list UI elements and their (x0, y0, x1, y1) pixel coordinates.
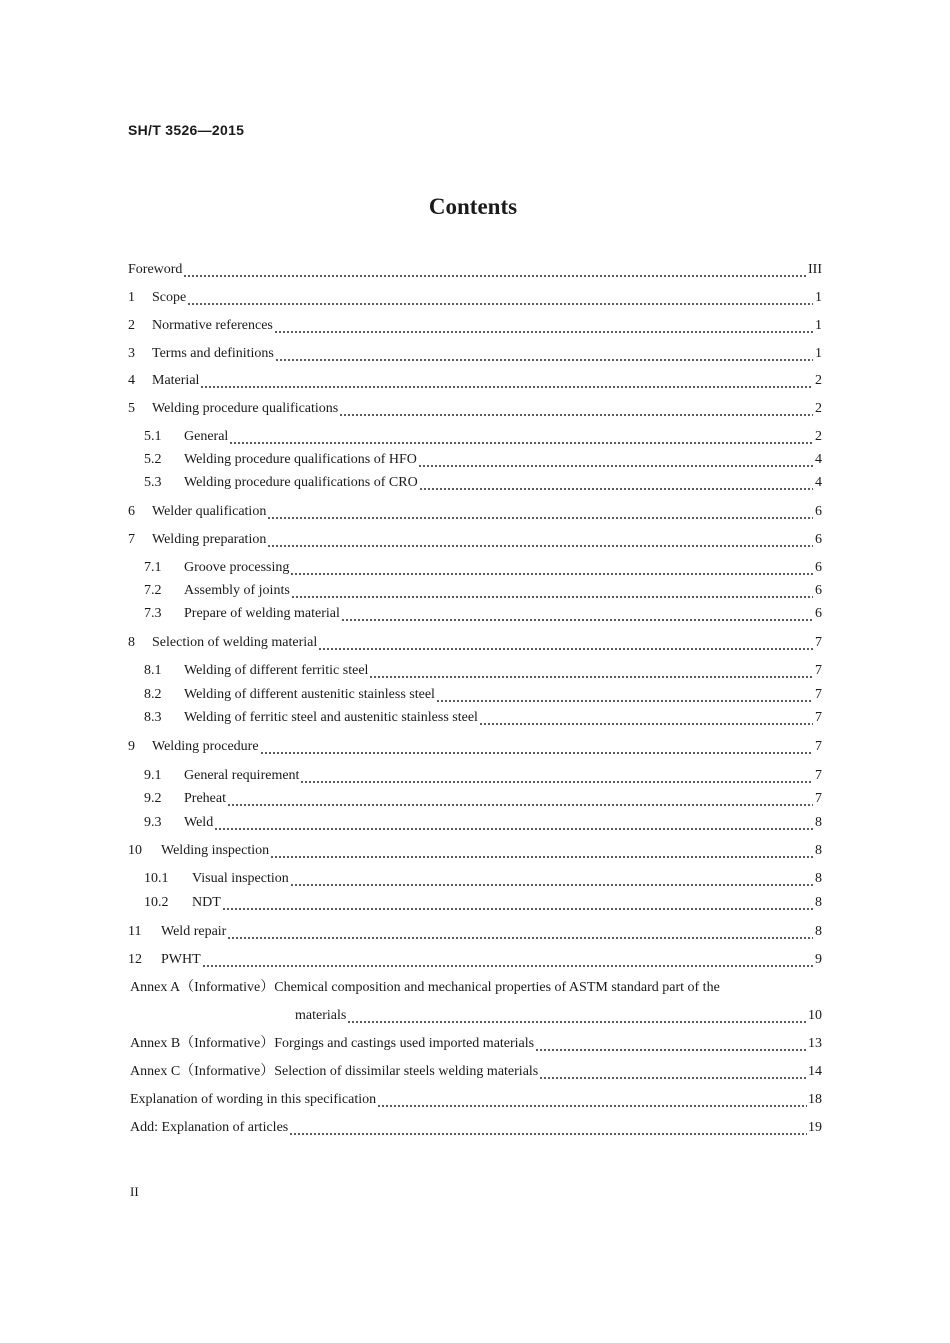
toc-entry-number: 8.3 (144, 710, 162, 725)
toc-entry-label: Scope (152, 290, 187, 305)
toc-entry-number: 10.2 (144, 895, 169, 910)
toc-entry[interactable] (144, 681, 822, 703)
toc-entry-label: NDT (192, 895, 221, 910)
dot-leader (377, 1094, 807, 1108)
toc-entry[interactable] (144, 446, 822, 468)
toc-entry-number: 5.2 (144, 452, 162, 467)
toc-entry-number: 2 (128, 318, 135, 333)
toc-entry-page: 6 (815, 606, 822, 621)
toc-entry-page: 4 (815, 475, 822, 490)
toc-entry-label: Selection of welding material (152, 635, 318, 650)
toc-entry-number: 7.1 (144, 560, 162, 575)
toc-entry-page: 7 (815, 739, 822, 754)
toc-entry[interactable] (128, 918, 822, 940)
toc-entry-page: 1 (815, 318, 822, 333)
dot-leader (267, 506, 813, 520)
dot-leader (202, 954, 813, 968)
document-code: SH/T 3526—2015 (128, 122, 245, 138)
toc-entry-page: 8 (815, 871, 822, 886)
toc-entry[interactable] (144, 600, 822, 622)
toc-entry[interactable] (130, 1114, 822, 1136)
toc-entry-number: 8.2 (144, 687, 162, 702)
dot-leader (290, 873, 813, 887)
toc-entry-label: Welding preparation (152, 532, 267, 547)
toc-entry-label: Welding procedure qualifications of HFO (184, 452, 417, 467)
toc-entry[interactable] (128, 946, 822, 968)
toc-entry-number: 7 (128, 532, 135, 547)
toc-entry-label: Groove processing (184, 560, 290, 575)
toc-entry-page: 4 (815, 452, 822, 467)
toc-entry[interactable] (128, 312, 822, 334)
toc-entry-page: 14 (808, 1064, 822, 1079)
toc-entry-number: 1 (128, 290, 135, 305)
annex-title-line[interactable]: Annex A（Informative）Chemical composition and mechanical properties of ASTM standard part of the (130, 980, 720, 995)
toc-entry-label: Explanation of wording in this specification (130, 1092, 377, 1107)
toc-entry-page: 6 (815, 560, 822, 575)
toc-entry-page: 8 (815, 924, 822, 939)
toc-entry-label: Terms and definitions (152, 346, 274, 361)
toc-entry-page: 8 (815, 895, 822, 910)
toc-entry[interactable] (128, 284, 822, 306)
dot-leader (229, 431, 813, 445)
dot-leader (479, 712, 813, 726)
toc-entry[interactable] (144, 469, 822, 491)
toc-entry[interactable] (144, 554, 822, 576)
toc-entry-page: 7 (815, 768, 822, 783)
toc-entry-label: Weld repair (161, 924, 227, 939)
dot-leader (535, 1038, 807, 1052)
dot-leader (270, 845, 813, 859)
toc-entry-number: 4 (128, 373, 135, 388)
toc-entry-label: Material (152, 373, 200, 388)
toc-entry-label: General (184, 429, 229, 444)
toc-entry[interactable] (128, 340, 822, 362)
dot-leader (436, 689, 813, 703)
toc-entry-label: General requirement (184, 768, 300, 783)
toc-entry[interactable] (144, 762, 822, 784)
toc-entry-label: Welding of ferritic steel and austenitic stainless steel (184, 710, 478, 725)
toc-entry-page: 7 (815, 687, 822, 702)
toc-entry-number: 12 (128, 952, 142, 967)
toc-entry-label: Foreword (128, 262, 183, 277)
dot-leader (369, 665, 813, 679)
toc-entry[interactable] (295, 1002, 822, 1024)
dot-leader (290, 562, 813, 576)
toc-entry[interactable] (144, 889, 822, 911)
dot-leader (260, 741, 813, 755)
dot-leader (539, 1066, 807, 1080)
dot-leader (300, 770, 813, 784)
dot-leader (187, 292, 813, 306)
toc-entry-number: 5.3 (144, 475, 162, 490)
dot-leader (227, 793, 813, 807)
dot-leader (275, 348, 813, 362)
toc-entry-page: 6 (815, 532, 822, 547)
toc-entry-page: 7 (815, 635, 822, 650)
toc-entry[interactable] (144, 704, 822, 726)
toc-entry-number: 10 (128, 843, 142, 858)
toc-entry-page: 8 (815, 815, 822, 830)
dot-leader (222, 897, 813, 911)
toc-entry-label: Annex B（Informative）Forgings and castings used imported materials (130, 1036, 535, 1051)
toc-entry[interactable] (144, 809, 822, 831)
dot-leader (347, 1010, 807, 1024)
toc-entry-page: 10 (808, 1008, 822, 1023)
dot-leader (419, 477, 813, 491)
toc-entry-label: Preheat (184, 791, 226, 806)
dot-leader (267, 534, 813, 548)
toc-entry-label: Annex C（Informative）Selection of dissimilar steels welding materials (130, 1064, 539, 1079)
toc-entry-number: 6 (128, 504, 135, 519)
toc-entry[interactable] (128, 498, 822, 520)
toc-entry[interactable] (144, 657, 822, 679)
toc-entry-page: 1 (815, 346, 822, 361)
toc-entry-page: 2 (815, 373, 822, 388)
toc-entry-page: 7 (815, 710, 822, 725)
toc-entry[interactable] (130, 1030, 822, 1052)
toc-entry-page: 9 (815, 952, 822, 967)
toc-entry[interactable] (128, 837, 822, 859)
toc-entry[interactable] (144, 865, 822, 887)
toc-entry-page: 6 (815, 583, 822, 598)
toc-entry-page: 8 (815, 843, 822, 858)
toc-entry-label: Visual inspection (192, 871, 289, 886)
dot-leader (291, 585, 813, 599)
toc-entry-page: 2 (815, 401, 822, 416)
toc-entry-label: PWHT (161, 952, 201, 967)
toc-entry-label: materials (295, 1008, 347, 1023)
toc-entry-label: Assembly of joints (184, 583, 290, 598)
toc-entry-label: Welding procedure (152, 739, 259, 754)
dot-leader (341, 608, 813, 622)
toc-entry[interactable] (144, 577, 822, 599)
dot-leader (183, 264, 807, 278)
page-number: II (130, 1184, 139, 1199)
toc-entry-number: 8 (128, 635, 135, 650)
toc-entry[interactable] (130, 1086, 822, 1108)
toc-entry-label: Welding procedure qualifications of CRO (184, 475, 418, 490)
toc-entry-number: 9.3 (144, 815, 162, 830)
toc-entry[interactable] (128, 629, 822, 651)
toc-entry-number: 8.1 (144, 663, 162, 678)
toc-entry-page: 6 (815, 504, 822, 519)
dot-leader (274, 320, 813, 334)
toc-entry-number: 10.1 (144, 871, 169, 886)
toc-entry-number: 5 (128, 401, 135, 416)
toc-entry-page: 18 (808, 1092, 822, 1107)
toc-entry-page: 13 (808, 1036, 822, 1051)
toc-entry-number: 7.3 (144, 606, 162, 621)
toc-entry-label: Normative references (152, 318, 273, 333)
toc-entry-page: III (808, 262, 822, 277)
dot-leader (227, 926, 813, 940)
toc-entry-page: 2 (815, 429, 822, 444)
toc-entry-page: 1 (815, 290, 822, 305)
toc-entry[interactable] (128, 367, 822, 389)
toc-entry-page: 7 (815, 791, 822, 806)
toc-entry-label: Prepare of welding material (184, 606, 340, 621)
toc-entry-label: Welder qualification (152, 504, 267, 519)
toc-entry-number: 11 (128, 924, 142, 939)
toc-entry-number: 9 (128, 739, 135, 754)
toc-entry-label: Weld (184, 815, 214, 830)
toc-entry-label: Welding procedure qualifications (152, 401, 339, 416)
toc-entry-number: 9.1 (144, 768, 162, 783)
page-title: Contents (428, 194, 518, 219)
toc-entry[interactable] (144, 423, 822, 445)
toc-entry-number: 7.2 (144, 583, 162, 598)
toc-entry-page: 19 (808, 1120, 822, 1135)
toc-entry-page: 7 (815, 663, 822, 678)
toc-entry[interactable] (128, 256, 822, 278)
toc-entry-number: 5.1 (144, 429, 162, 444)
dot-leader (339, 403, 813, 417)
toc-entry-label: Welding of different austenitic stainless steel (184, 687, 435, 702)
toc-entry[interactable] (128, 526, 822, 548)
dot-leader (200, 375, 813, 389)
toc-entry-number: 3 (128, 346, 135, 361)
toc-entry[interactable] (128, 733, 822, 755)
toc-entry[interactable] (128, 395, 822, 417)
toc-entry-label: Welding of different ferritic steel (184, 663, 369, 678)
toc-entry-number: 9.2 (144, 791, 162, 806)
dot-leader (418, 454, 813, 468)
toc-entry-label: Welding inspection (161, 843, 270, 858)
dot-leader (318, 637, 813, 651)
dot-leader (289, 1122, 807, 1136)
toc-entry[interactable] (130, 1058, 822, 1080)
toc-entry-label: Add: Explanation of articles (130, 1120, 289, 1135)
dot-leader (214, 817, 813, 831)
toc-entry[interactable] (144, 785, 822, 807)
